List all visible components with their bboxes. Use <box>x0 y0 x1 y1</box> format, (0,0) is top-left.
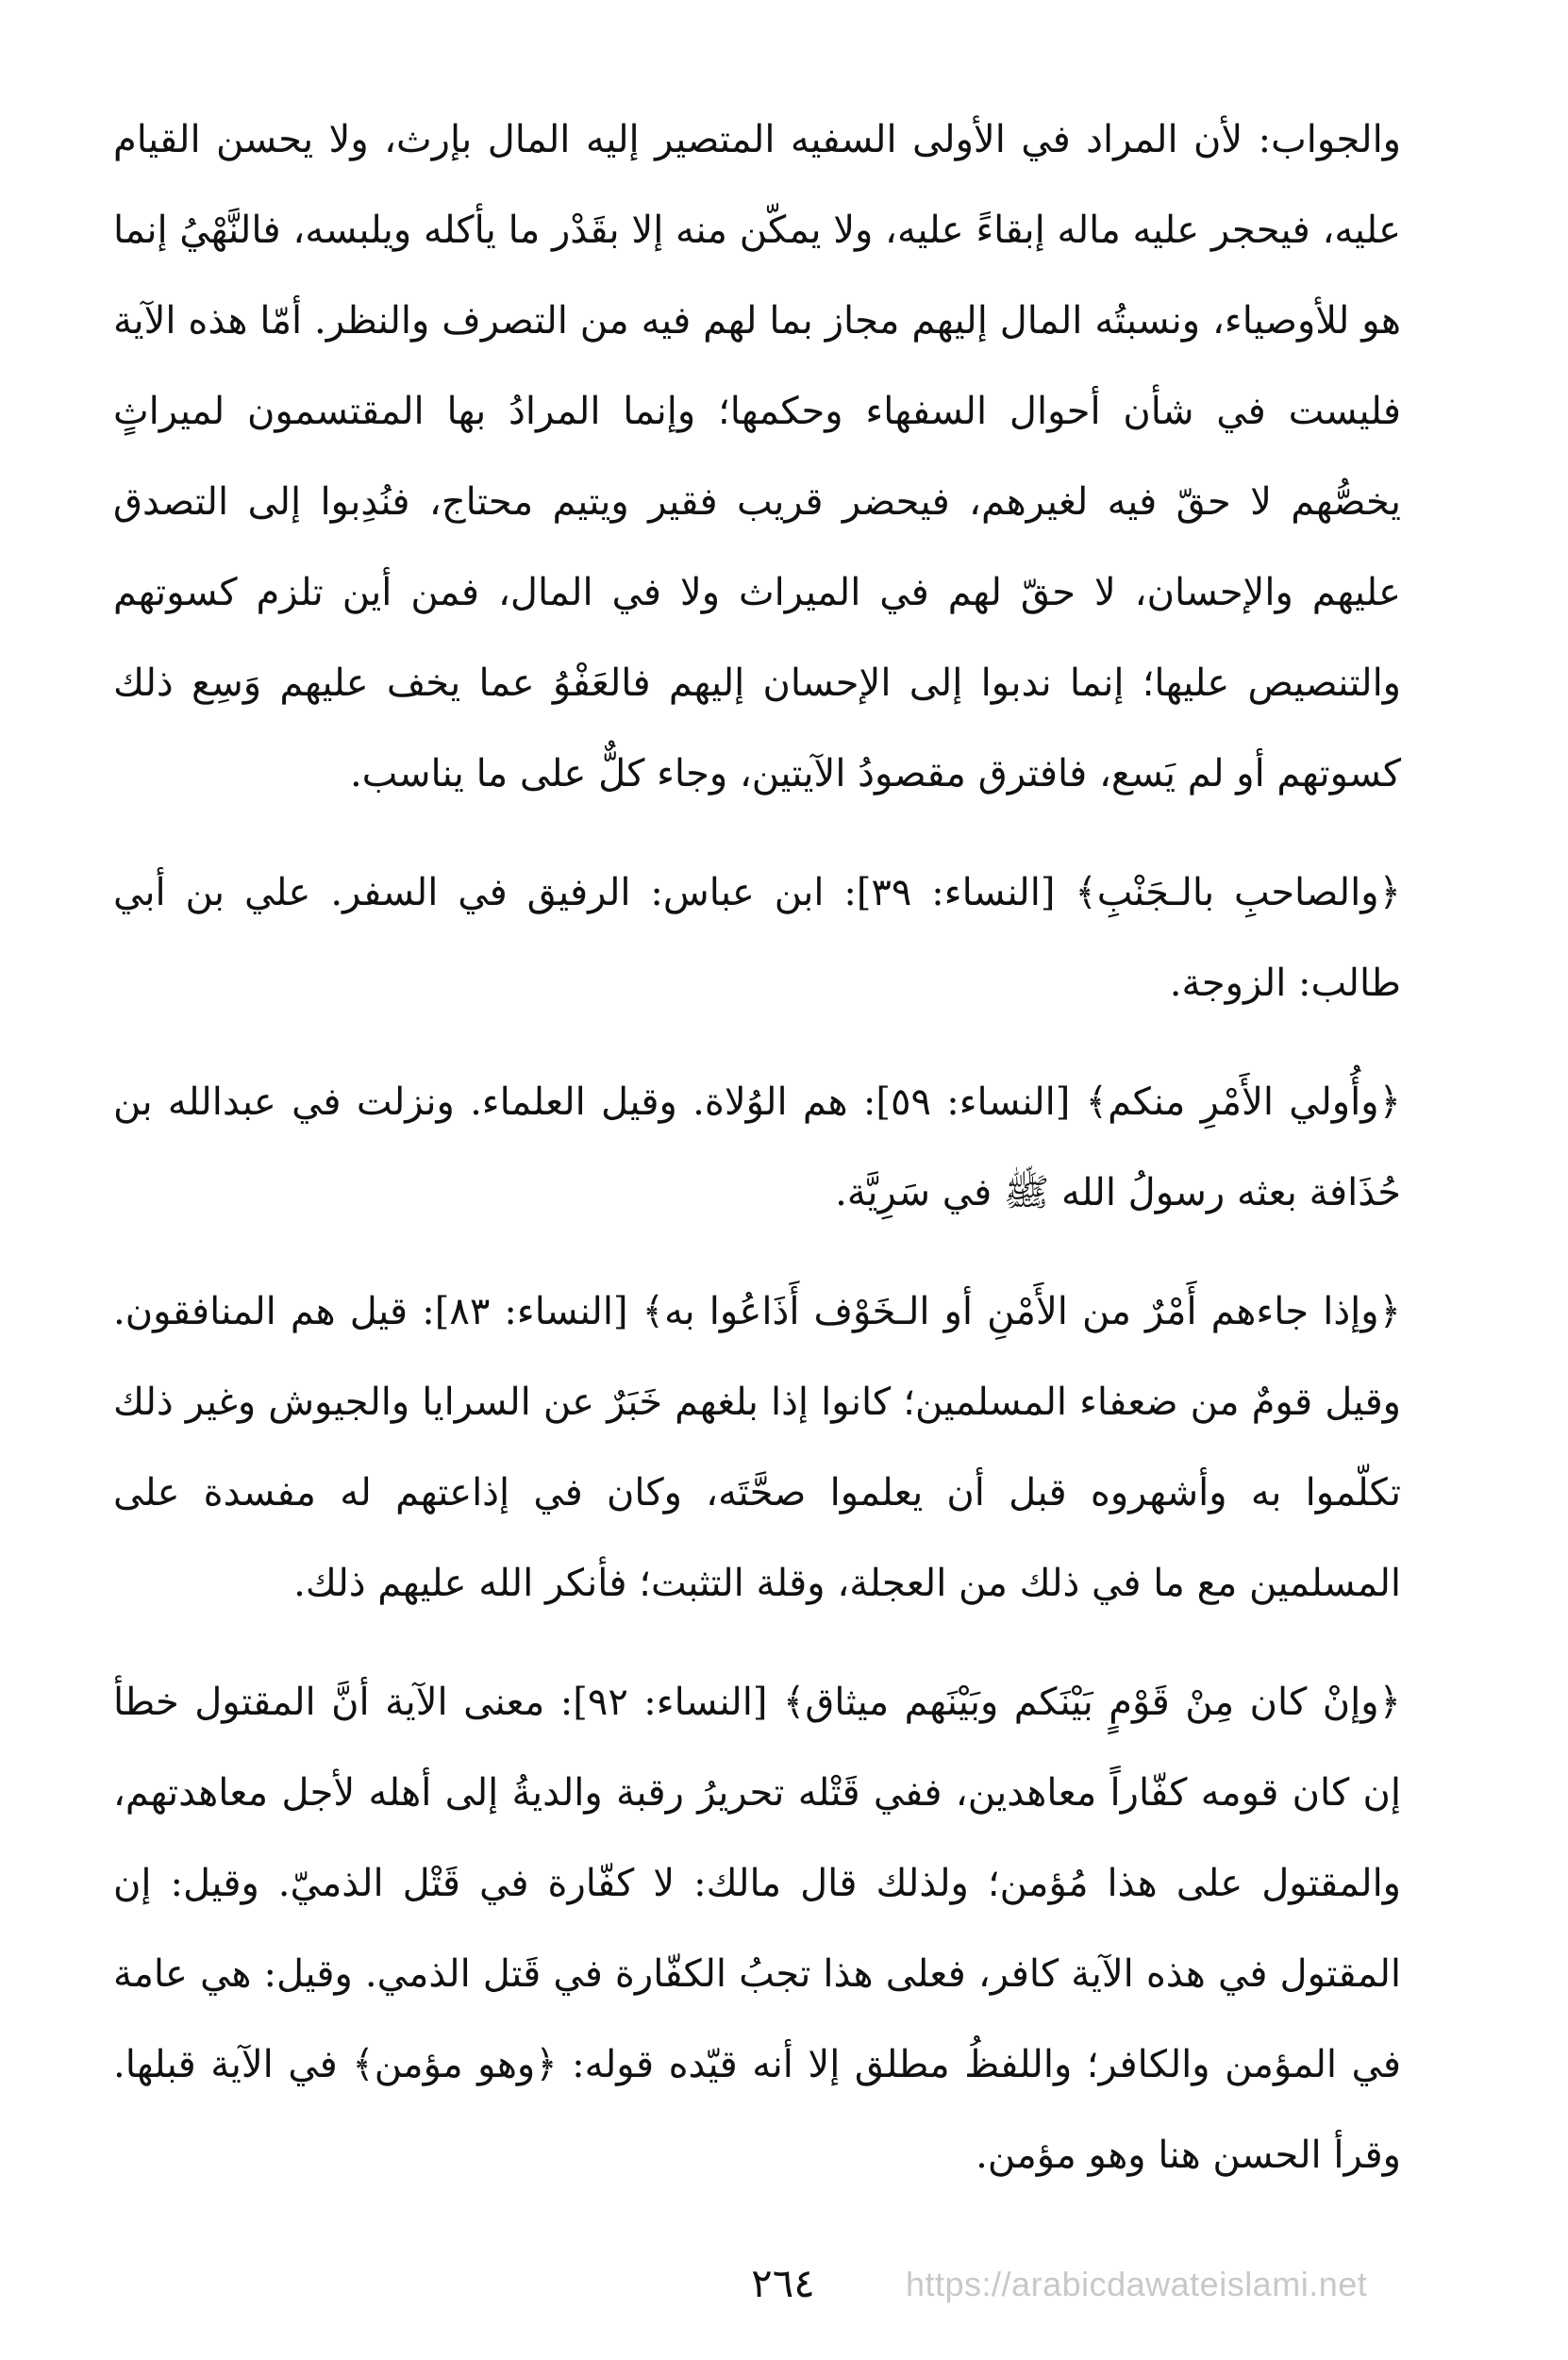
paragraph-uli-alamr: ﴿وأُولي الأَمْرِ منكم﴾ [النساء: ٥٩]: هم الوُلاة. وقيل العلماء. ونزلت في عبدالله بن حُذَافة بعثه رسولُ الله ﷺ في سَرِيَّة. <box>113 1080 1401 1214</box>
body-text <box>113 94 1401 2201</box>
source-watermark: https://arabicdawateislami.net <box>906 2265 1368 2303</box>
paragraph-answer: والجواب: لأن المراد في الأولى السفيه المتصير إليه المال بإرث، ولا يحسن القيام عليه، فيحجر عليه ماله إبقاءً عليه، ولا يمكّن منه إلا بقَدْر ما يأكله ويلبسه، فالنَّهْيُ إنما هو للأوصياء، ونسبتُه المال إليهم مجاز بما لهم فيه من التصرف والنظر. أمّا هذه الآية فليست في شأن أحوال السفهاء وحكمها؛ وإنما المرادُ بها المقتسمون لميراثٍ يخصُّهم لا حقّ فيه لغيرهم، فيحضر قريب فقير ويتيم محتاج، فنُدِبوا إلى التصدق عليهم والإحسان، لا حقّ لهم في الميراث ولا في المال، فمن أين تلزم كسوتهم والتنصيص عليها؛ إنما ندبوا إلى الإحسان إليهم فالعَفْوُ عما يخف عليهم وَسِع ذلك كسوتهم أو لم يَسع، فافترق مقصودُ الآيتين، وجاء كلٌّ على ما يناسب. <box>113 118 1401 795</box>
paragraph-wa-in-kana: ﴿وإنْ كان مِنْ قَوْمٍ بَيْنَكم وبَيْنَهم ميثاق﴾ [النساء: ٩٢]: معنى الآية أنَّ المقتول خطأ إن كان قومه كفّاراً معاهدين، ففي قَتْله تحريرُ رقبة والديةُ إلى أهله لأجل معاهدتهم، والمقتول على هذا مُؤمن؛ ولذلك قال مالك: لا كفّارة في قَتْل الذميّ. وقيل: إن المقتول في هذه الآية كافر، فعلى هذا تجبُ الكفّارة في قَتل الذمي. وقيل: هي عامة في المؤمن والكافر؛ واللفظُ مطلق إلا أنه قيّده قوله: ﴿وهو مؤمن﴾ في الآية قبلها. وقرأ الحسن هنا وهو مؤمن. <box>113 1681 1402 2177</box>
paragraph-sahib-biljanb: ﴿والصاحبِ بالـجَنْبِ﴾ [النساء: ٣٩]: ابن عباس: الرفيق في السفر. علي بن أبي طالب: الزوجة. <box>113 871 1401 1005</box>
paragraph-wa-idha-jaahum: ﴿وإذا جاءهم أَمْرٌ من الأَمْنِ أو الـخَوْف أَذَاعُوا به﴾ [النساء: ٨٣]: قيل هم المنافقون. وقيل قومٌ من ضعفاء المسلمين؛ كانوا إذا بلغهم خَبَرٌ عن السرايا والجيوش وغير ذلك تكلّموا به وأشهروه قبل أن يعلموا صحَّتَه، وكان في إذاعتهم له مفسدة على المسلمين مع ما في ذلك من العجلة، وقلة التثبت؛ فأنكر الله عليهم ذلك. <box>113 1290 1401 1605</box>
page-number: ٢٦٤ <box>751 2260 815 2306</box>
